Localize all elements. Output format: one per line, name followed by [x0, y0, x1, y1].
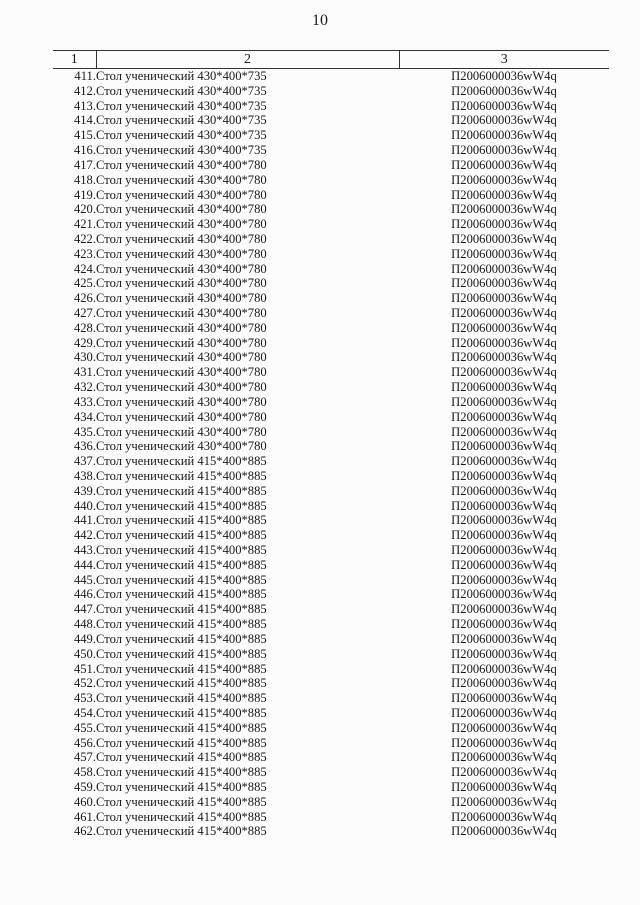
table-row: [53, 617, 609, 632]
table-row: [53, 469, 609, 484]
column-header-2: 2: [96, 51, 399, 69]
item-name: Стол ученический 430*400*780: [96, 424, 267, 439]
item-name: Стол ученический 415*400*885: [96, 794, 267, 809]
item-code: П2006000036wW4q: [451, 750, 557, 765]
table-row: [53, 276, 609, 291]
item-code: П2006000036wW4q: [451, 187, 557, 202]
item-name: Стол ученический 430*400*735: [96, 143, 267, 158]
row-number: 414.: [73, 113, 96, 128]
item-name: Стол ученический 415*400*885: [96, 454, 267, 469]
table-row: [53, 395, 609, 410]
table-row: [53, 291, 609, 306]
item-name: Стол ученический 430*400*780: [96, 365, 267, 380]
table-row: [53, 484, 609, 499]
row-number: 456.: [73, 735, 96, 750]
table-row: [53, 306, 609, 321]
row-number: 433.: [73, 394, 96, 409]
item-name: Стол ученический 415*400*885: [96, 498, 267, 513]
item-name: Стол ученический 430*400*780: [96, 246, 267, 261]
item-code: П2006000036wW4q: [451, 454, 557, 469]
row-number: 442.: [73, 528, 96, 543]
row-number: 421.: [73, 217, 96, 232]
item-name: Стол ученический 415*400*885: [96, 780, 267, 794]
item-name: Стол ученический 430*400*780: [96, 320, 267, 335]
table-row: [53, 99, 609, 114]
item-name: Стол ученический 415*400*885: [96, 587, 267, 602]
row-number: 451.: [73, 661, 96, 676]
row-number: 447.: [73, 602, 96, 617]
table-row: [53, 143, 609, 158]
row-number: 427.: [73, 306, 96, 320]
item-code: П2006000036wW4q: [451, 394, 557, 409]
item-name: Стол ученический 415*400*885: [96, 528, 267, 543]
table-row: [53, 410, 609, 425]
item-code: П2006000036wW4q: [451, 306, 557, 320]
item-code: П2006000036wW4q: [451, 498, 557, 513]
item-name: Стол ученический 430*400*780: [96, 202, 267, 217]
row-number: 417.: [73, 157, 96, 172]
row-number: 461.: [73, 809, 96, 824]
row-number: 443.: [73, 543, 96, 557]
item-name: Стол ученический 430*400*735: [96, 83, 267, 98]
item-code: П2006000036wW4q: [451, 587, 557, 602]
row-number: 450.: [73, 646, 96, 661]
row-number: 438.: [73, 468, 96, 483]
row-number: 418.: [73, 172, 96, 187]
item-code: П2006000036wW4q: [451, 676, 557, 691]
table-row: [53, 232, 609, 247]
item-name: Стол ученический 430*400*780: [96, 172, 267, 187]
table-row: [53, 558, 609, 573]
item-code: П2006000036wW4q: [451, 143, 557, 158]
row-number: 440.: [73, 498, 96, 513]
table-row: [53, 706, 609, 721]
item-code: П2006000036wW4q: [451, 69, 557, 83]
row-number: 437.: [73, 454, 96, 469]
table-row: [53, 721, 609, 736]
row-number: 422.: [73, 231, 96, 246]
column-header-1: 1: [53, 51, 96, 69]
row-number: 419.: [73, 187, 96, 202]
table-row: [53, 810, 609, 825]
row-number: 455.: [73, 720, 96, 735]
item-code: П2006000036wW4q: [451, 824, 557, 839]
table-row: [53, 425, 609, 440]
item-name: Стол ученический 415*400*885: [96, 720, 267, 735]
row-number: 453.: [73, 691, 96, 706]
row-number: 436.: [73, 439, 96, 454]
table-row: [53, 321, 609, 336]
item-code: П2006000036wW4q: [451, 468, 557, 483]
row-number: 432.: [73, 380, 96, 395]
item-code: П2006000036wW4q: [451, 335, 557, 350]
item-name: Стол ученический 430*400*780: [96, 261, 267, 276]
row-number: 458.: [73, 765, 96, 780]
item-code: П2006000036wW4q: [451, 291, 557, 306]
row-number: 441.: [73, 513, 96, 528]
row-number: 424.: [73, 261, 96, 276]
table-row: [53, 69, 609, 84]
table-row: [53, 780, 609, 795]
row-number: 425.: [73, 276, 96, 291]
item-code: П2006000036wW4q: [451, 720, 557, 735]
item-code: П2006000036wW4q: [451, 617, 557, 632]
item-name: Стол ученический 415*400*885: [96, 824, 267, 839]
row-number: 444.: [73, 557, 96, 572]
table-row: [53, 439, 609, 454]
item-name: Стол ученический 430*400*780: [96, 394, 267, 409]
table-row: [53, 824, 609, 839]
item-code: П2006000036wW4q: [451, 794, 557, 809]
row-number: 430.: [73, 350, 96, 365]
row-number: 460.: [73, 794, 96, 809]
table-row: [53, 691, 609, 706]
item-name: Стол ученический 415*400*885: [96, 705, 267, 720]
item-name: Стол ученический 415*400*885: [96, 691, 267, 706]
item-name: Стол ученический 430*400*735: [96, 98, 267, 113]
item-code: П2006000036wW4q: [451, 780, 557, 794]
item-code: П2006000036wW4q: [451, 350, 557, 365]
item-code: П2006000036wW4q: [451, 157, 557, 172]
inventory-table: [53, 50, 609, 839]
row-number: 412.: [73, 83, 96, 98]
item-name: Стол ученический 430*400*735: [96, 69, 267, 83]
item-code: П2006000036wW4q: [451, 276, 557, 291]
item-code: П2006000036wW4q: [451, 320, 557, 335]
item-code: П2006000036wW4q: [451, 424, 557, 439]
table-row: [53, 602, 609, 617]
table-row: [53, 365, 609, 380]
item-code: П2006000036wW4q: [451, 691, 557, 706]
table-row: [53, 573, 609, 588]
item-code: П2006000036wW4q: [451, 735, 557, 750]
item-code: П2006000036wW4q: [451, 528, 557, 543]
item-name: Стол ученический 415*400*885: [96, 572, 267, 587]
table-row: [53, 188, 609, 203]
table-header: [53, 51, 609, 69]
row-number: 445.: [73, 572, 96, 587]
table-row: [53, 676, 609, 691]
table-row: [53, 202, 609, 217]
item-code: П2006000036wW4q: [451, 261, 557, 276]
item-name: Стол ученический 415*400*885: [96, 468, 267, 483]
item-code: П2006000036wW4q: [451, 809, 557, 824]
table-row: [53, 736, 609, 751]
item-code: П2006000036wW4q: [451, 365, 557, 380]
item-code: П2006000036wW4q: [451, 217, 557, 232]
item-name: Стол ученический 430*400*780: [96, 409, 267, 424]
table-row: [53, 350, 609, 365]
item-code: П2006000036wW4q: [451, 439, 557, 454]
item-name: Стол ученический 430*400*780: [96, 291, 267, 306]
item-code: П2006000036wW4q: [451, 202, 557, 217]
item-name: Стол ученический 415*400*885: [96, 646, 267, 661]
column-header-3: 3: [399, 51, 609, 69]
table-row: [53, 543, 609, 558]
table-row: [53, 128, 609, 143]
item-name: Стол ученический 415*400*885: [96, 809, 267, 824]
item-code: П2006000036wW4q: [451, 98, 557, 113]
row-number: 426.: [73, 291, 96, 306]
row-number: 431.: [73, 365, 96, 380]
row-number: 429.: [73, 335, 96, 350]
item-name: Стол ученический 430*400*780: [96, 231, 267, 246]
row-number: 411.: [74, 69, 96, 83]
item-code: П2006000036wW4q: [451, 631, 557, 646]
table-row: [53, 647, 609, 662]
item-name: Стол ученический 430*400*780: [96, 335, 267, 350]
item-code: П2006000036wW4q: [451, 246, 557, 261]
item-name: Стол ученический 415*400*885: [96, 513, 267, 528]
row-number: 462.: [73, 824, 96, 839]
item-name: Стол ученический 415*400*885: [96, 602, 267, 617]
row-number: 457.: [73, 750, 96, 765]
item-code: П2006000036wW4q: [451, 83, 557, 98]
item-name: Стол ученический 430*400*780: [96, 306, 267, 320]
item-name: Стол ученический 415*400*885: [96, 661, 267, 676]
item-name: Стол ученический 415*400*885: [96, 483, 267, 498]
item-code: П2006000036wW4q: [451, 128, 557, 143]
table-row: [53, 113, 609, 128]
item-name: Стол ученический 430*400*735: [96, 128, 267, 143]
table-row: [53, 158, 609, 173]
row-number: 459.: [73, 780, 96, 794]
item-name: Стол ученический 430*400*780: [96, 187, 267, 202]
row-number: 434.: [73, 409, 96, 424]
table-body: [53, 69, 609, 840]
table-row: [53, 454, 609, 469]
row-number: 428.: [73, 320, 96, 335]
row-number: 446.: [73, 587, 96, 602]
table-row: [53, 528, 609, 543]
table-row: [53, 765, 609, 780]
item-code: П2006000036wW4q: [451, 646, 557, 661]
item-code: П2006000036wW4q: [451, 661, 557, 676]
item-name: Стол ученический 415*400*885: [96, 557, 267, 572]
item-name: Стол ученический 415*400*885: [96, 765, 267, 780]
row-number: 448.: [73, 617, 96, 632]
item-name: Стол ученический 430*400*780: [96, 217, 267, 232]
row-number: 435.: [73, 424, 96, 439]
item-code: П2006000036wW4q: [451, 513, 557, 528]
item-name: Стол ученический 415*400*885: [96, 617, 267, 632]
table-row: [53, 247, 609, 262]
item-name: Стол ученический 415*400*885: [96, 735, 267, 750]
item-code: П2006000036wW4q: [451, 113, 557, 128]
item-code: П2006000036wW4q: [451, 380, 557, 395]
table-row: [53, 262, 609, 277]
item-name: Стол ученический 415*400*885: [96, 750, 267, 765]
item-name: Стол ученический 415*400*885: [96, 676, 267, 691]
table-row: [53, 336, 609, 351]
table-row: [53, 632, 609, 647]
item-name: Стол ученический 430*400*780: [96, 157, 267, 172]
row-number: 454.: [73, 705, 96, 720]
table-row: [53, 750, 609, 765]
table-row: [53, 499, 609, 514]
row-number: 415.: [73, 128, 96, 143]
row-number: 420.: [73, 202, 96, 217]
item-code: П2006000036wW4q: [451, 557, 557, 572]
item-name: Стол ученический 430*400*780: [96, 380, 267, 395]
row-number: 413.: [73, 98, 96, 113]
item-code: П2006000036wW4q: [451, 705, 557, 720]
item-name: Стол ученический 430*400*735: [96, 113, 267, 128]
item-code: П2006000036wW4q: [451, 172, 557, 187]
item-name: Стол ученический 430*400*780: [96, 276, 267, 291]
row-number: 449.: [73, 631, 96, 646]
item-name: Стол ученический 430*400*780: [96, 350, 267, 365]
table-row: [53, 173, 609, 188]
item-name: Стол ученический 415*400*885: [96, 543, 267, 557]
page-number: 10: [312, 12, 328, 29]
item-code: П2006000036wW4q: [451, 602, 557, 617]
item-code: П2006000036wW4q: [451, 231, 557, 246]
item-name: Стол ученический 430*400*780: [96, 439, 267, 454]
item-code: П2006000036wW4q: [451, 543, 557, 557]
table-row: [53, 795, 609, 810]
table-row: [53, 217, 609, 232]
row-number: 416.: [73, 143, 96, 158]
item-name: Стол ученический 415*400*885: [96, 631, 267, 646]
table-row: [53, 84, 609, 99]
table-row: [53, 513, 609, 528]
row-number: 439.: [73, 483, 96, 498]
row-number: 452.: [73, 676, 96, 691]
table-row: [53, 380, 609, 395]
item-code: П2006000036wW4q: [451, 765, 557, 780]
item-code: П2006000036wW4q: [451, 483, 557, 498]
item-code: П2006000036wW4q: [451, 572, 557, 587]
item-code: П2006000036wW4q: [451, 409, 557, 424]
row-number: 423.: [73, 246, 96, 261]
table-row: [53, 587, 609, 602]
table-row: [53, 662, 609, 677]
